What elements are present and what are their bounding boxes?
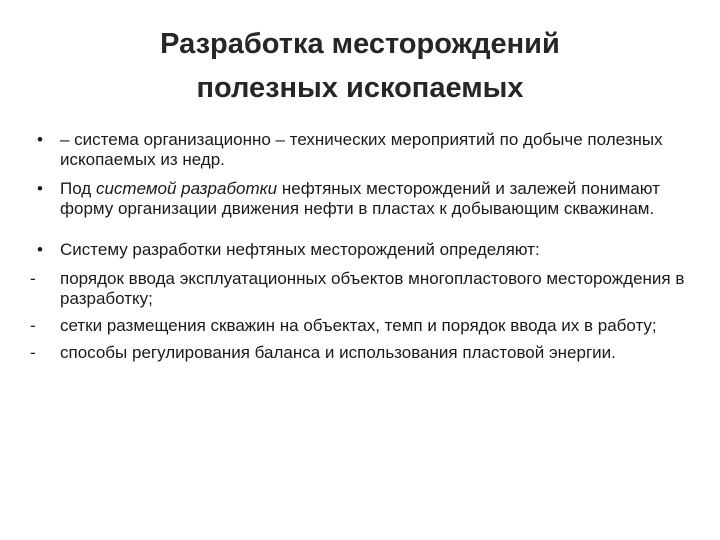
bullet-text-prefix: Под	[60, 179, 96, 198]
dash-marker: -	[30, 316, 36, 335]
bullet-item-determinants	[30, 240, 700, 260]
dash-text: порядок ввода эксплуатационных объектов многопластового месторождения в разработку;	[60, 269, 685, 308]
dash-item-commissioning-order	[30, 269, 700, 309]
dash-item-energy-regulation	[30, 343, 700, 363]
bullet-text-emphasis: системой разработки	[95, 179, 278, 198]
slide-body	[30, 130, 700, 370]
title-line-2: полезных ископаемых	[196, 72, 524, 104]
dash-text: сетки размещения скважин на объектах, темп и порядок ввода их в работу;	[60, 316, 657, 335]
dash-marker: -	[30, 269, 36, 288]
bullet-item-definition	[30, 130, 700, 170]
dash-marker: -	[30, 343, 36, 362]
bullet-marker: •	[37, 130, 43, 149]
dash-item-well-grid	[30, 316, 700, 336]
title-line-1: Разработка месторождений	[160, 28, 560, 60]
bullet-text: Систему разработки нефтяных месторождений определяют:	[60, 240, 540, 259]
dash-text: способы регулирования баланса и использования пластовой энергии.	[60, 343, 616, 362]
bullet-marker: •	[37, 240, 43, 259]
slide-title	[60, 22, 660, 110]
bullet-text-suffix: нефтяных месторождений и залежей понимают форму организации движения нефти в пластах к добывающим скважинам.	[60, 179, 660, 218]
bullet-text: – система организационно – технических мероприятий по добыче полезных ископаемых из недр.	[60, 130, 663, 169]
bullet-marker: •	[37, 179, 43, 198]
bullet-item-development-system	[30, 179, 700, 219]
